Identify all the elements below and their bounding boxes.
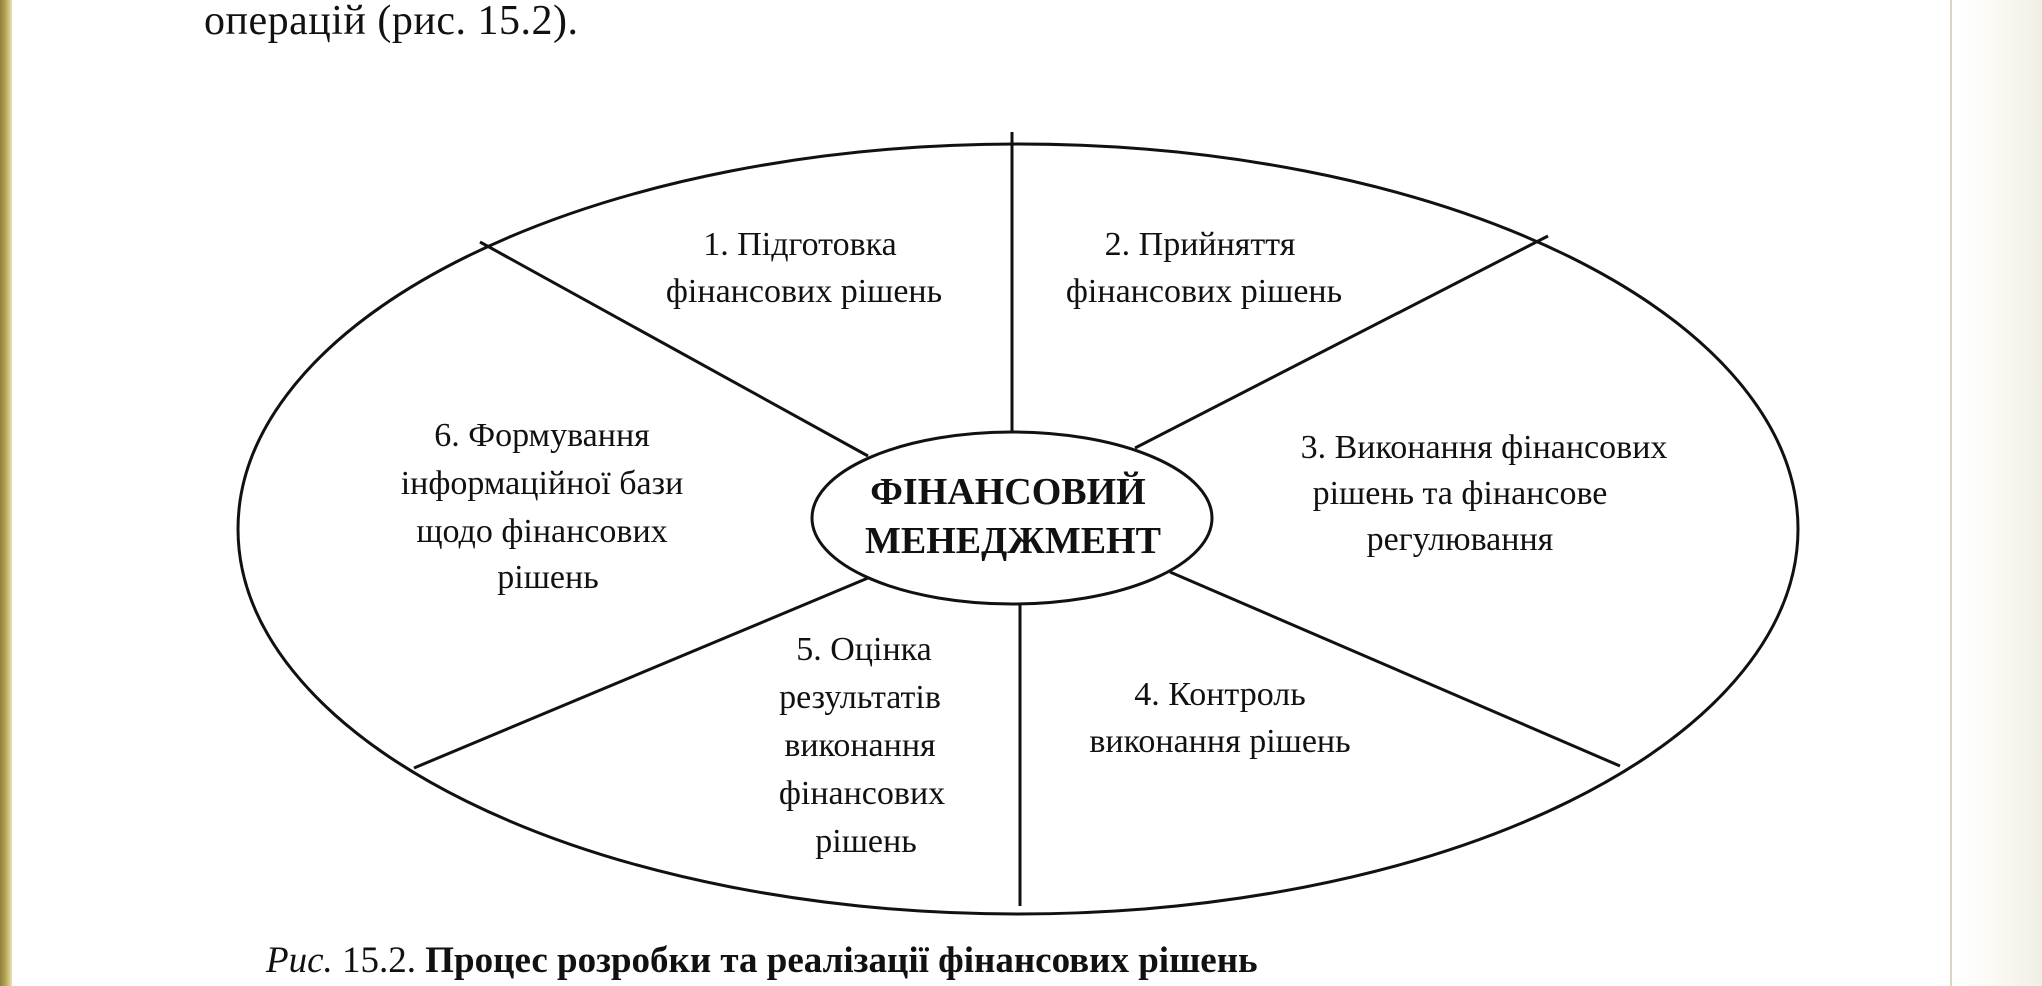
figure-caption (266, 938, 1258, 984)
center-label-line1: ФІНАНСОВИЙ (870, 471, 1146, 513)
intro-text: операцій (рис. 15.2). (204, 0, 579, 44)
divider-upper-right (1135, 236, 1548, 448)
sector-label-line: результатів (779, 679, 941, 716)
sector-label-line: виконання рішень (1089, 723, 1351, 760)
sector-label-line: фінансових рішень (665, 273, 943, 310)
center-label-line2: МЕНЕДЖМЕНТ (865, 520, 1161, 562)
sector-label-line: фінансових (778, 775, 946, 812)
caption-title: Процес розробки та реалізації фінансових рішень (425, 940, 1258, 981)
sector-label-line: рішень (497, 559, 599, 596)
sector-4-label (1089, 676, 1350, 760)
sector-label-line: щодо фінансових (416, 513, 668, 550)
sector-2-label (1066, 226, 1342, 310)
sector-5-label (779, 631, 945, 860)
sector-label-line: 5. Оцінка (796, 631, 932, 668)
caption-number: 15.2. (342, 940, 417, 981)
sector-label-line: регулювання (1366, 521, 1554, 558)
sector-label-line: рішень (815, 823, 917, 860)
sector-label-line: 6. Формування (434, 417, 650, 454)
sector-3-label (1301, 429, 1668, 558)
sector-1-label (666, 226, 942, 310)
sector-label-line: 4. Контроль (1134, 676, 1306, 713)
sector-label-line: рішень та фінансове (1312, 475, 1608, 512)
sector-label-line: 1. Підготовка (703, 226, 897, 263)
sector-label-line: виконання (784, 727, 936, 764)
sector-label-line: 2. Прийняття (1104, 226, 1296, 263)
sector-6-label (401, 417, 684, 596)
caption-prefix: Рис. (266, 940, 333, 981)
sector-label-line: фінансових рішень (1065, 273, 1343, 310)
sector-label-line: 3. Виконання фінансових (1300, 429, 1668, 466)
center-ellipse (812, 432, 1212, 604)
sector-label-line: інформаційної бази (400, 465, 684, 502)
